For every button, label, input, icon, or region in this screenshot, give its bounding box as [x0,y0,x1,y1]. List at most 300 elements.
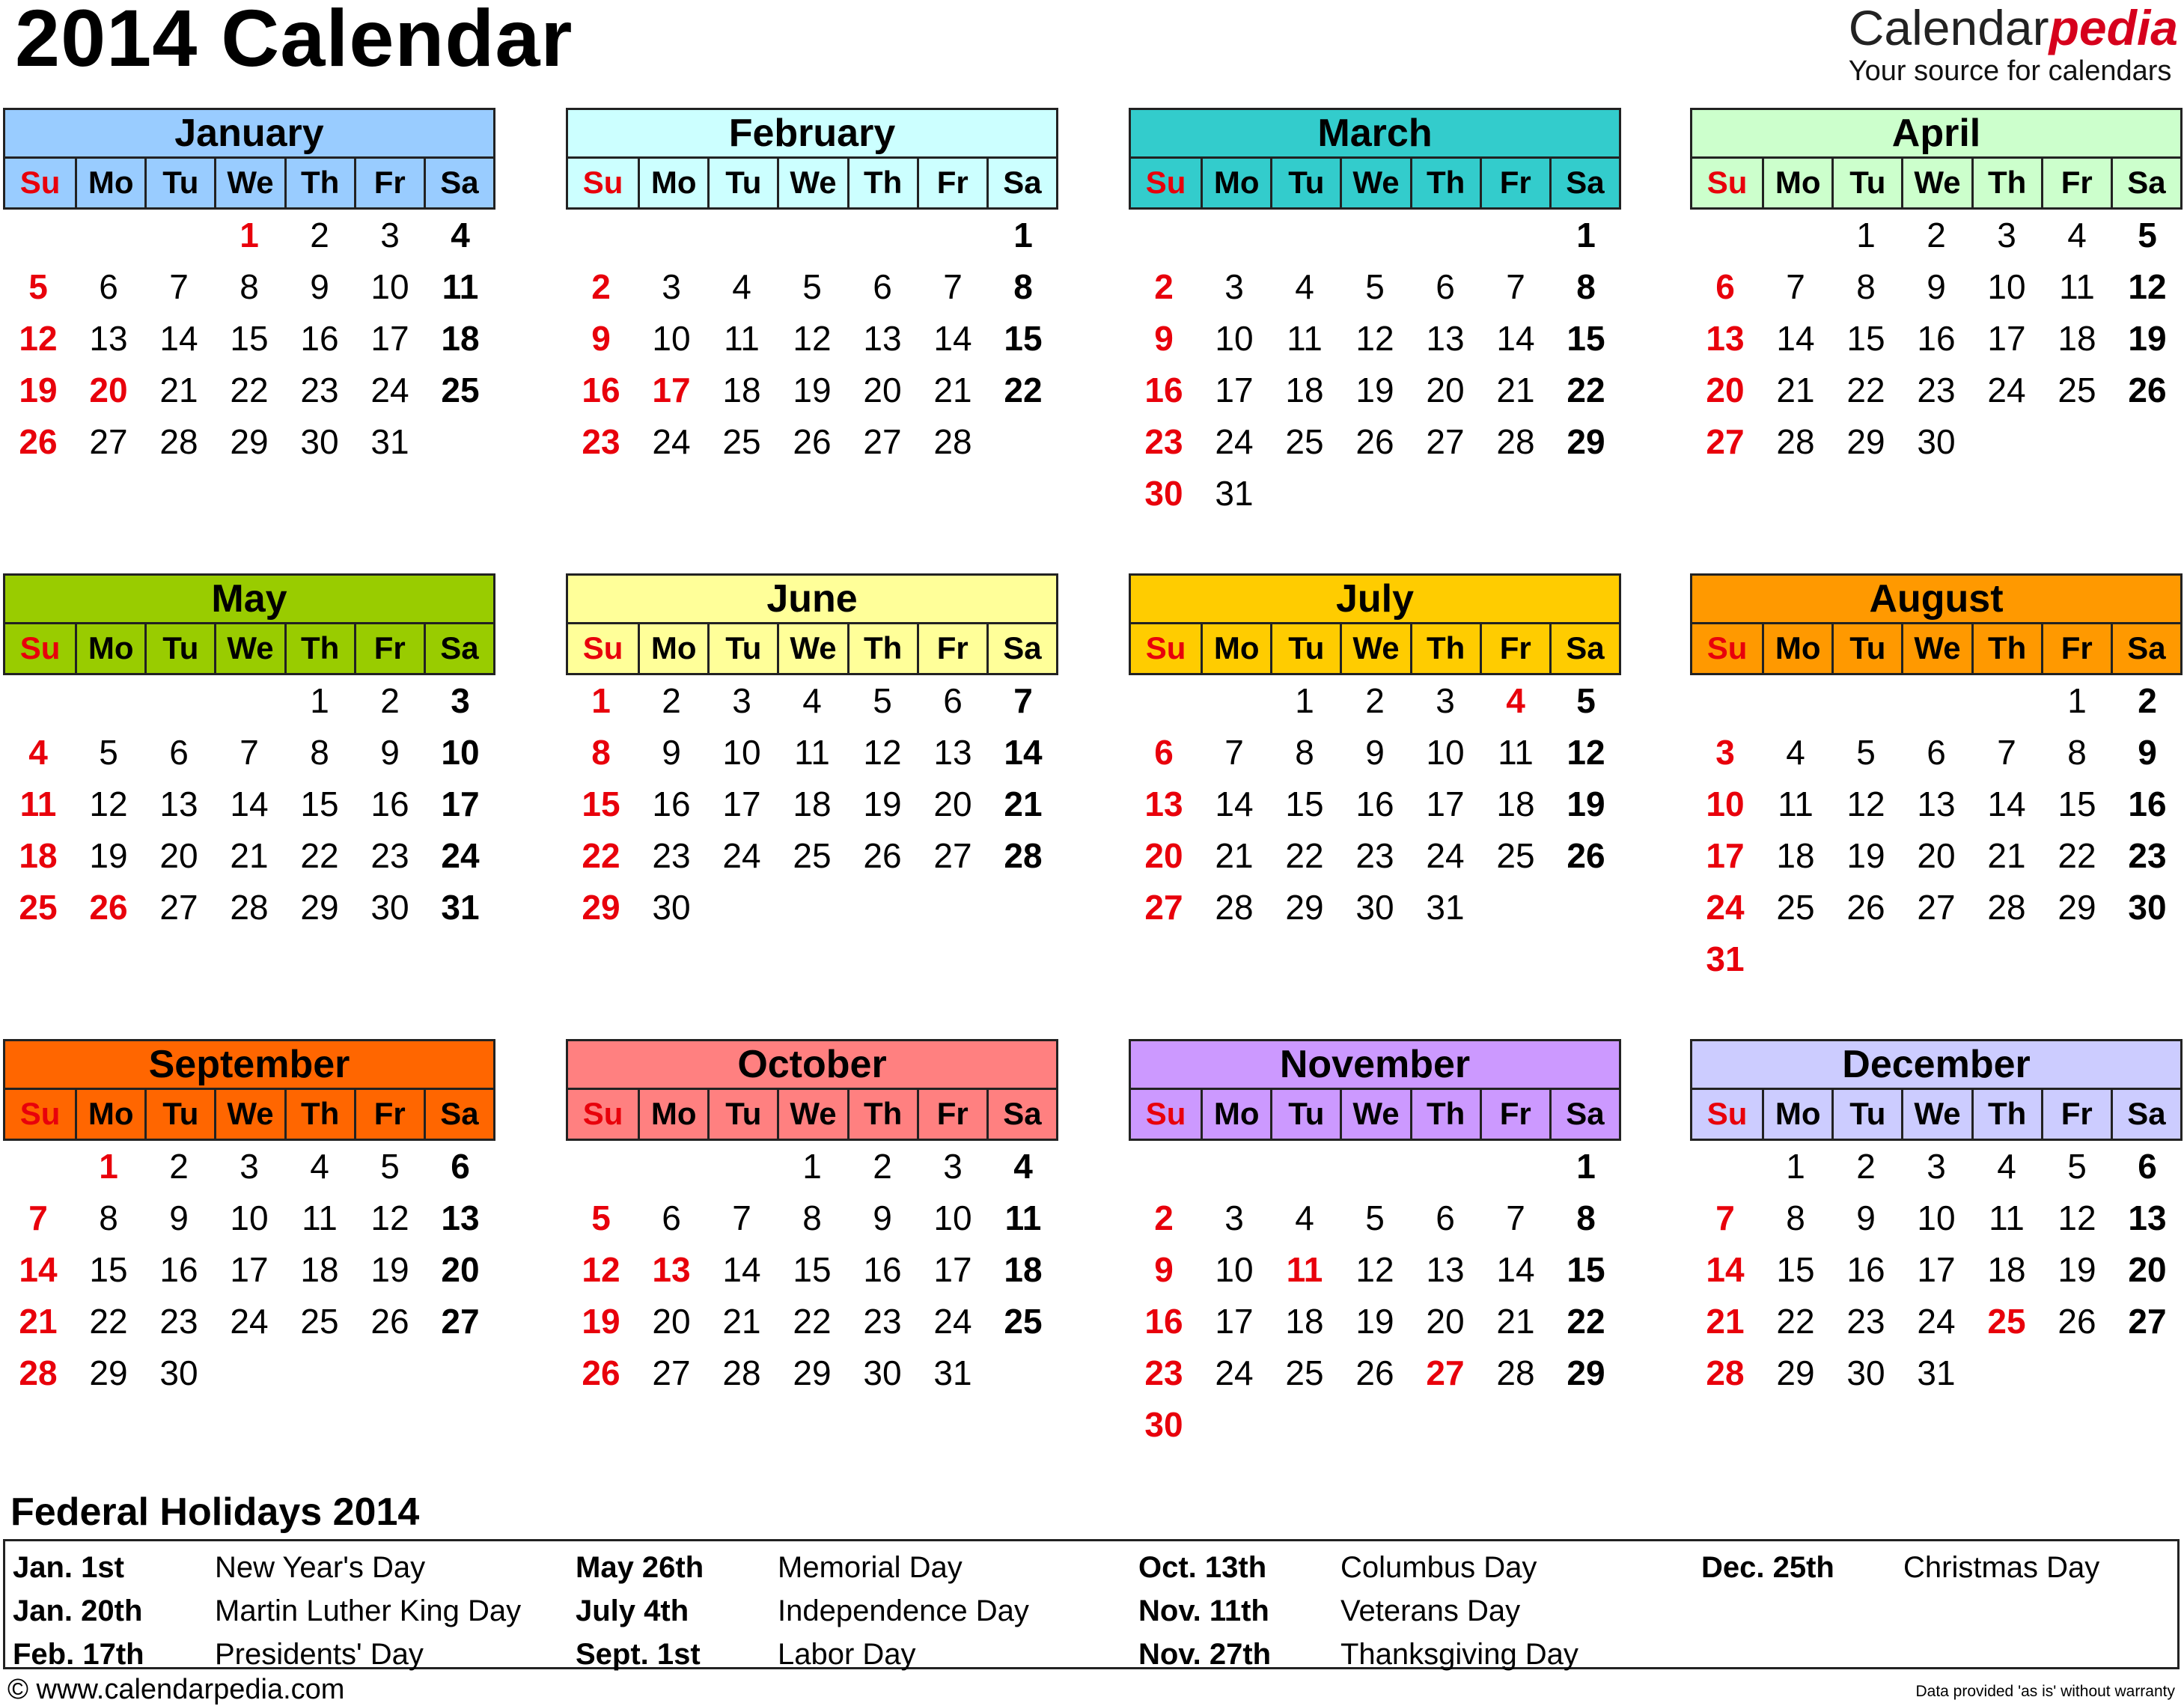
day-cell: 16 [1917,319,1956,358]
day-cell: 6 [1715,267,1735,306]
day-cell: 2 [1927,216,1946,255]
day-cell: 18 [300,1250,339,1289]
day-cell: 12 [1567,733,1605,772]
empty-cell [1831,675,1901,727]
day-cell: 1 [802,1147,822,1186]
day-cell: 20 [652,1302,691,1341]
day-cell: 4 [1013,1147,1033,1186]
weekday-label: Sa [2111,624,2180,673]
weekday-label: Th [1971,1090,2041,1139]
footer-website[interactable]: © www.calendarpedia.com [7,1674,345,1705]
weekday-label: We [1340,624,1409,673]
day-cell: 30 [1917,422,1956,461]
empty-cell [707,1141,777,1192]
day-cell: 1 [1856,216,1876,255]
holiday-name: New Year's Day [215,1551,426,1584]
day-cell: 8 [99,1198,118,1237]
day-cell: 13 [89,319,128,358]
day-cell: 4 [2067,216,2087,255]
day-cell: 14 [1776,319,1815,358]
day-cell: 7 [732,1198,751,1237]
weekday-label: Tu [1831,624,1901,673]
day-cell: 23 [863,1302,902,1341]
day-cell: 2 [662,681,681,720]
day-cell: 15 [1285,785,1324,823]
day-cell: 29 [1567,422,1605,461]
day-cell: 12 [793,319,832,358]
weekday-header [1129,1090,1621,1141]
day-cell: 9 [1154,319,1174,358]
empty-cell [73,675,144,727]
day-cell: 7 [240,733,259,772]
day-cell: 2 [380,681,400,720]
empty-cell [1199,1141,1269,1192]
weekday-label: Tu [1270,1090,1340,1139]
weekday-label: Fr [2041,1090,2111,1139]
weekday-label: Mo [1762,159,1831,207]
day-cell: 24 [1706,888,1745,927]
day-cell: 17 [1987,319,2026,358]
day-cell: 16 [1144,1302,1183,1341]
day-cell: 6 [2138,1147,2157,1186]
day-cell: 31 [1706,939,1745,978]
day-cell: 29 [1285,888,1324,927]
day-cell: 4 [1997,1147,2016,1186]
day-cell: 17 [933,1250,972,1289]
month-march [1129,108,1621,520]
day-cell: 15 [1567,1250,1605,1289]
day-cell: 26 [19,422,58,461]
day-cell: 21 [230,836,269,875]
weekday-label: We [214,1090,284,1139]
brand-logo[interactable] [1848,0,2178,88]
day-cell: 19 [89,836,128,875]
empty-cell [1340,1141,1410,1192]
weekday-label: Mo [1201,1090,1270,1139]
weekday-label: Tu [144,159,214,207]
day-cell: 13 [1706,319,1745,358]
day-cell: 23 [1144,422,1183,461]
empty-cell [1760,675,1831,727]
day-cell: 13 [441,1198,480,1237]
day-cell: 26 [1355,422,1394,461]
day-cell: 2 [2138,681,2157,720]
day-cell: 17 [1917,1250,1956,1289]
day-cell: 20 [933,785,972,823]
day-cell: 13 [1426,1250,1465,1289]
day-cell: 14 [722,1250,761,1289]
day-cell: 9 [591,319,611,358]
day-cell: 1 [1295,681,1314,720]
weekday-label: Tu [1831,1090,1901,1139]
day-cell: 29 [793,1353,832,1392]
day-cell: 31 [1917,1353,1956,1392]
day-grid [1690,1141,2183,1399]
day-cell: 12 [1355,1250,1394,1289]
weekday-label: Su [582,630,623,665]
day-cell: 25 [1776,888,1815,927]
day-cell: 28 [1706,1353,1745,1392]
day-cell: 19 [1846,836,1885,875]
holiday-name: Memorial Day [778,1551,963,1584]
day-cell: 15 [582,785,620,823]
weekday-label: We [1901,624,1971,673]
day-cell: 9 [662,733,681,772]
day-cell: 17 [370,319,409,358]
empty-cell [3,1141,73,1192]
holidays-column [1131,1546,1675,1676]
day-cell: 17 [1706,836,1745,875]
day-cell: 1 [1576,216,1596,255]
day-cell: 22 [1776,1302,1815,1341]
day-cell: 26 [1355,1353,1394,1392]
day-cell: 21 [1215,836,1254,875]
weekday-label: Tu [1270,159,1340,207]
weekday-label: Tu [1270,624,1340,673]
day-cell: 3 [240,1147,259,1186]
day-cell: 2 [1365,681,1385,720]
day-cell: 7 [1506,267,1525,306]
holiday-row [5,1633,549,1676]
day-cell: 28 [933,422,972,461]
day-cell: 22 [89,1302,128,1341]
weekday-label: We [777,1090,847,1139]
day-cell: 28 [230,888,269,927]
day-grid [1690,675,2183,985]
month-title: March [1129,108,1621,159]
day-cell: 17 [1426,785,1465,823]
day-cell: 5 [99,733,118,772]
day-cell: 1 [310,681,329,720]
day-cell: 22 [2058,836,2096,875]
day-cell: 31 [933,1353,972,1392]
empty-cell [566,1141,636,1192]
day-cell: 23 [370,836,409,875]
holiday-row [1131,1546,1675,1589]
day-cell: 8 [1013,267,1033,306]
day-cell: 31 [370,422,409,461]
weekday-label: Su [19,1096,61,1131]
weekday-label: Th [1971,624,2041,673]
day-cell: 27 [2128,1302,2167,1341]
weekday-label: Mo [1762,1090,1831,1139]
day-cell: 26 [2058,1302,2096,1341]
holiday-row [1694,1546,2184,1589]
day-cell: 1 [240,216,259,255]
day-cell: 30 [1144,474,1183,513]
weekday-header [566,624,1058,675]
day-cell: 19 [582,1302,620,1341]
day-cell: 21 [159,371,198,409]
weekday-label: Th [847,624,917,673]
day-cell: 26 [863,836,902,875]
day-cell: 27 [159,888,198,927]
empty-cell [1129,1141,1199,1192]
day-cell: 5 [1365,267,1385,306]
day-cell: 6 [1436,1198,1455,1237]
day-cell: 15 [1567,319,1605,358]
day-cell: 14 [1215,785,1254,823]
day-cell: 27 [933,836,972,875]
day-cell: 24 [1987,371,2026,409]
weekday-label: Su [1145,630,1186,665]
day-cell: 4 [1295,267,1314,306]
day-cell: 25 [1285,422,1324,461]
day-cell: 22 [582,836,620,875]
day-grid [566,1141,1058,1399]
day-cell: 16 [300,319,339,358]
day-cell: 1 [99,1147,118,1186]
empty-cell [1129,210,1199,261]
day-cell: 8 [1576,267,1596,306]
month-title: May [3,573,495,624]
day-cell: 8 [1295,733,1314,772]
empty-cell [73,210,144,261]
holiday-name: Thanksgiving Day [1340,1638,1578,1671]
day-grid [3,1141,495,1399]
holiday-row [568,1546,1112,1589]
day-cell: 20 [1917,836,1956,875]
day-cell: 28 [159,422,198,461]
month-september [3,1039,495,1399]
day-cell: 28 [1987,888,2026,927]
day-cell: 25 [2058,371,2096,409]
day-cell: 16 [1144,371,1183,409]
day-cell: 13 [159,785,198,823]
day-cell: 24 [933,1302,972,1341]
holiday-row [5,1546,549,1589]
holiday-name: Martin Luther King Day [215,1594,522,1627]
weekday-label: Sa [986,1090,1056,1139]
day-cell: 29 [2058,888,2096,927]
day-cell: 12 [2058,1198,2096,1237]
weekday-label: Th [847,1090,917,1139]
day-cell: 10 [1706,785,1745,823]
day-cell: 25 [1496,836,1535,875]
day-cell: 25 [1004,1302,1043,1341]
day-cell: 25 [19,888,58,927]
day-grid [1129,1141,1621,1451]
day-cell: 23 [2128,836,2167,875]
day-cell: 8 [310,733,329,772]
day-cell: 30 [2128,888,2167,927]
day-cell: 7 [1715,1198,1735,1237]
day-cell: 16 [370,785,409,823]
day-cell: 3 [1927,1147,1946,1186]
day-cell: 28 [1004,836,1043,875]
weekday-label: We [1340,159,1409,207]
day-cell: 17 [1215,371,1254,409]
holiday-name: Columbus Day [1340,1551,1537,1584]
day-cell: 19 [863,785,902,823]
weekday-label: Su [1145,165,1186,200]
empty-cell [1410,210,1480,261]
weekday-label: Tu [707,1090,777,1139]
day-cell: 27 [1426,1353,1465,1392]
day-cell: 1 [2067,681,2087,720]
day-cell: 2 [310,216,329,255]
day-cell: 7 [28,1198,48,1237]
day-cell: 5 [591,1198,611,1237]
holiday-date: Jan. 20th [13,1594,143,1627]
page-title: 2014 Calendar [15,0,573,83]
day-cell: 14 [1496,319,1535,358]
day-cell: 24 [1215,422,1254,461]
weekday-header [3,624,495,675]
weekday-label: Tu [144,1090,214,1139]
day-cell: 25 [300,1302,339,1341]
day-cell: 12 [1355,319,1394,358]
day-cell: 7 [1997,733,2016,772]
day-cell: 29 [582,888,620,927]
day-cell: 22 [1285,836,1324,875]
day-cell: 8 [1576,1198,1596,1237]
empty-cell [636,1141,707,1192]
empty-cell [1690,1141,1760,1192]
weekday-header [1129,159,1621,210]
day-cell: 30 [1846,1353,1885,1392]
weekday-header [1690,159,2183,210]
weekday-label: Th [1410,1090,1480,1139]
weekday-label: Mo [638,159,707,207]
day-cell: 22 [1567,371,1605,409]
weekday-header [566,159,1058,210]
day-cell: 16 [2128,785,2167,823]
weekday-label: Mo [638,1090,707,1139]
day-cell: 30 [370,888,409,927]
day-cell: 9 [1154,1250,1174,1289]
empty-cell [1340,210,1410,261]
weekday-label: Th [284,1090,354,1139]
day-cell: 24 [230,1302,269,1341]
day-cell: 28 [1215,888,1254,927]
day-cell: 24 [441,836,480,875]
day-cell: 20 [89,371,128,409]
day-cell: 11 [1498,733,1534,772]
day-cell: 17 [1215,1302,1254,1341]
day-grid [1129,210,1621,520]
holiday-row [1131,1589,1675,1633]
holiday-date: Dec. 25th [1701,1551,1834,1584]
day-cell: 26 [89,888,128,927]
day-grid [1129,675,1621,933]
weekday-label: Mo [1762,624,1831,673]
holiday-date: Feb. 17th [13,1638,144,1671]
weekday-label: We [777,624,847,673]
day-cell: 6 [943,681,963,720]
empty-cell [144,675,214,727]
weekday-label: Su [1706,165,1748,200]
day-cell: 21 [1496,371,1535,409]
day-cell: 21 [1706,1302,1745,1341]
day-cell: 6 [662,1198,681,1237]
day-cell: 29 [89,1353,128,1392]
month-title: September [3,1039,495,1090]
empty-cell [1690,210,1760,261]
day-cell: 24 [722,836,761,875]
day-cell: 9 [1927,267,1946,306]
day-cell: 8 [802,1198,822,1237]
weekday-label: Th [1410,159,1480,207]
weekday-label: Fr [2041,624,2111,673]
day-cell: 15 [793,1250,832,1289]
weekday-label: We [214,159,284,207]
day-cell: 22 [300,836,339,875]
day-cell: 13 [863,319,902,358]
month-february [566,108,1058,468]
day-cell: 2 [1154,1198,1174,1237]
month-title: October [566,1039,1058,1090]
day-cell: 24 [1426,836,1465,875]
weekday-label: Fr [354,159,424,207]
day-cell: 6 [451,1147,470,1186]
day-cell: 19 [2058,1250,2096,1289]
weekday-label: Fr [354,624,424,673]
day-cell: 8 [591,733,611,772]
day-cell: 31 [441,888,480,927]
holiday-date: Sept. 1st [576,1638,701,1671]
day-cell: 6 [873,267,892,306]
day-cell: 13 [652,1250,691,1289]
day-cell: 12 [370,1198,409,1237]
weekday-label: Fr [1480,1090,1549,1139]
day-cell: 2 [1856,1147,1876,1186]
day-cell: 9 [873,1198,892,1237]
day-cell: 23 [1355,836,1394,875]
day-cell: 29 [1567,1353,1605,1392]
day-cell: 19 [1355,371,1394,409]
day-cell: 3 [1436,681,1455,720]
month-november [1129,1039,1621,1451]
day-cell: 22 [1004,371,1043,409]
weekday-label: Su [1706,630,1748,665]
day-cell: 6 [99,267,118,306]
day-cell: 23 [652,836,691,875]
day-cell: 5 [28,267,48,306]
day-cell: 14 [1496,1250,1535,1289]
day-cell: 1 [1013,216,1033,255]
day-grid [3,210,495,468]
day-cell: 10 [1917,1198,1956,1237]
day-cell: 20 [1426,371,1465,409]
day-cell: 23 [1846,1302,1885,1341]
day-cell: 9 [310,267,329,306]
day-cell: 14 [230,785,269,823]
weekday-label: Mo [638,624,707,673]
weekday-header [1690,1090,2183,1141]
day-cell: 21 [1987,836,2026,875]
holiday-date: July 4th [576,1594,689,1627]
day-cell: 24 [652,422,691,461]
day-cell: 4 [1786,733,1805,772]
weekday-label: Sa [2111,159,2180,207]
day-cell: 5 [2138,216,2157,255]
day-cell: 27 [89,422,128,461]
month-december [1690,1039,2183,1399]
day-cell: 14 [159,319,198,358]
weekday-label: Fr [354,1090,424,1139]
day-cell: 2 [591,267,611,306]
day-cell: 7 [1224,733,1244,772]
empty-cell [144,210,214,261]
day-cell: 27 [863,422,902,461]
day-cell: 8 [240,267,259,306]
empty-cell [1901,675,1971,727]
month-title: August [1690,573,2183,624]
day-cell: 3 [380,216,400,255]
month-title: July [1129,573,1621,624]
empty-cell [1199,210,1269,261]
